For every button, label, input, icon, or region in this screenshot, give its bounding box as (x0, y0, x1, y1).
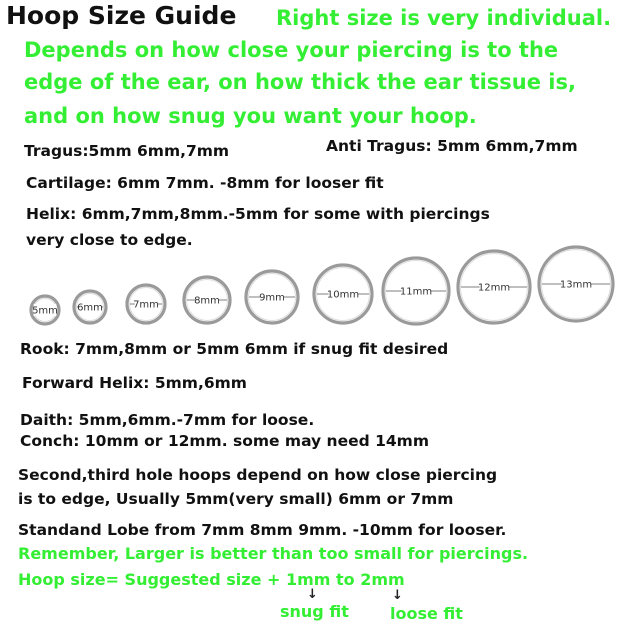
ring-size-label: 11mm (399, 286, 433, 298)
intro-line-1: Right size is very individual. (276, 6, 612, 30)
intro-line-3: edge of the ear, on how thick the ear tissue is, (24, 70, 576, 94)
second-hole-guide-line-2: is to edge, Usually 5mm(very small) 6mm or 7mm (18, 490, 454, 508)
helix-guide-line-1: Helix: 6mm,7mm,8mm.-5mm for some with piercings (26, 205, 490, 223)
ring-size-label: 10mm (326, 289, 360, 301)
snug-fit-label: snug fit (280, 602, 349, 621)
ring-size-label: 6mm (77, 302, 103, 314)
second-hole-guide-line-1: Second,third hole hoops depend on how close piercing (18, 466, 498, 484)
helix-guide-line-2: very close to edge. (26, 231, 193, 249)
rook-guide: Rook: 7mm,8mm or 5mm 6mm if snug fit desired (20, 340, 449, 358)
ring-size-label: 13mm (559, 279, 593, 291)
lobe-guide: Standand Lobe from 7mm 8mm 9mm. -10mm for looser. (18, 521, 507, 539)
page-title: Hoop Size Guide (6, 1, 237, 30)
tragus-guide: Tragus:5mm 6mm,7mm (24, 142, 230, 160)
down-arrow-icon: ↓ (392, 588, 403, 603)
daith-guide: Daith: 5mm,6mm.-7mm for loose. (20, 411, 315, 429)
hoop-size-formula: Hoop size= Suggested size + 1mm to 2mm (18, 570, 405, 589)
ring-size-label: 9mm (259, 292, 285, 304)
forward-helix-guide: Forward Helix: 5mm,6mm (22, 374, 247, 392)
cartilage-guide: Cartilage: 6mm 7mm. -8mm for looser fit (26, 174, 384, 192)
down-arrow-icon: ↓ (307, 587, 318, 602)
intro-line-2: Depends on how close your piercing is to the (24, 38, 559, 62)
ring-size-illustration (0, 240, 640, 340)
intro-line-4: and on how snug you want your hoop. (24, 104, 477, 128)
conch-guide: Conch: 10mm or 12mm. some may need 14mm (20, 432, 429, 450)
loose-fit-label: loose fit (390, 604, 463, 623)
anti-tragus-guide: Anti Tragus: 5mm 6mm,7mm (326, 137, 578, 155)
remember-note: Remember, Larger is better than too small for piercings. (18, 544, 529, 563)
ring-size-label: 5mm (32, 305, 58, 317)
ring-size-label: 8mm (194, 295, 220, 307)
ring-size-label: 7mm (133, 299, 159, 311)
ring-size-label: 12mm (477, 282, 511, 294)
